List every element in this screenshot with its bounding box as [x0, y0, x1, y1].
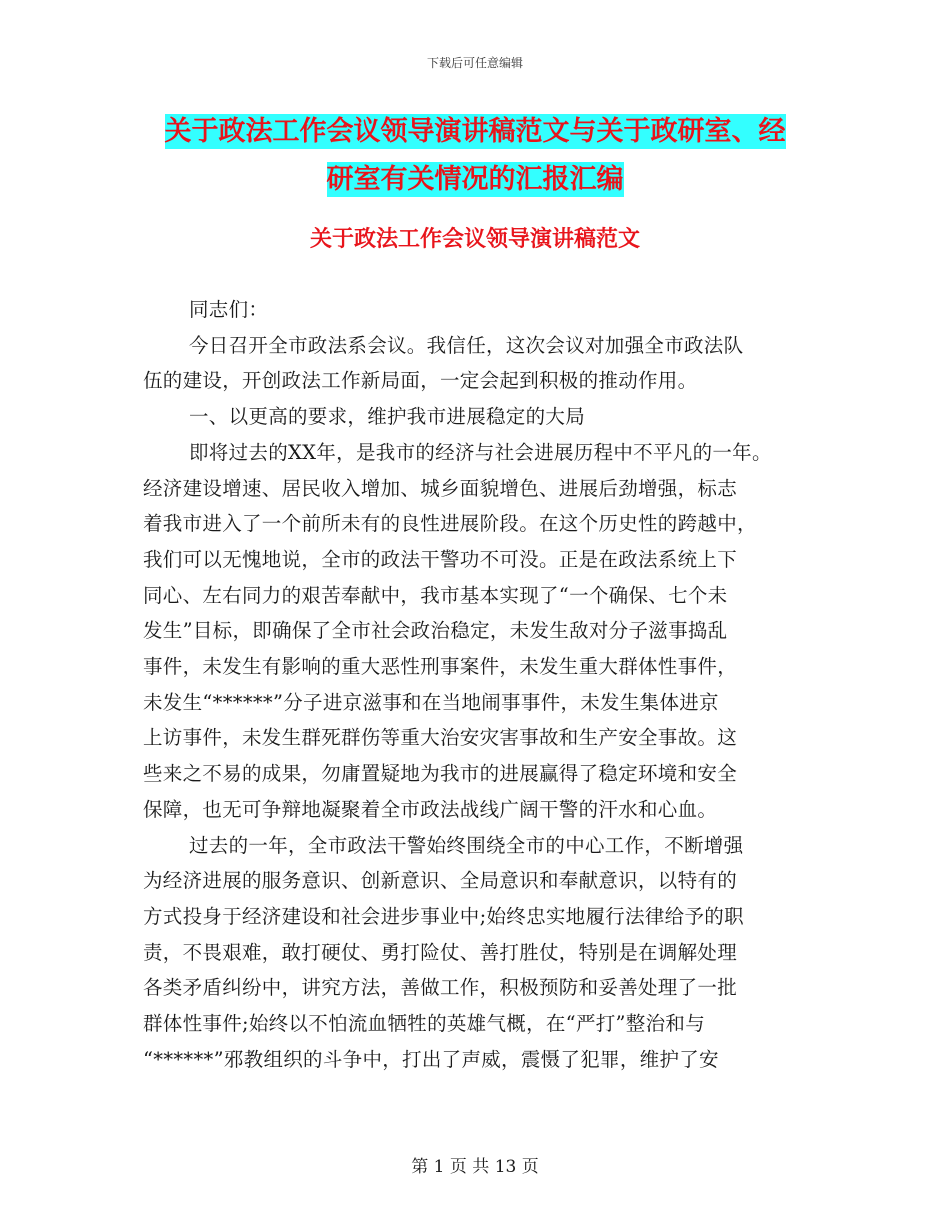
paragraph-line: 各类矛盾纠纷中，讲究方法，善做工作，积极预防和妥善处理了一批: [143, 976, 738, 1000]
body-text: [143, 292, 823, 1077]
paragraph-line: 今日召开全市政法系会议。我信任，这次会议对加强全市政法队: [189, 333, 744, 357]
paragraph-line: 责，不畏艰难，敢打硬仗、勇打险仗、善打胜仗，特别是在调解处理: [143, 940, 738, 964]
section-heading: 一、以更高的要求，维护我市进展稳定的大局: [189, 405, 586, 429]
paragraph-line: 伍的建设，开创政法工作新局面，一定会起到积极的推动作用。: [143, 369, 698, 393]
paragraph-line: 我们可以无愧地说，全市的政法干警功不可没。正是在政法系统上下: [143, 547, 738, 571]
paragraph-line: 上访事件，未发生群死群伤等重大治安灾害事故和生产安全事故。这: [143, 726, 738, 750]
paragraph-line: 发生”目标，即确保了全市社会政治稳定，未发生敌对分子滋事捣乱: [143, 619, 728, 643]
paragraph-line: 过去的一年，全市政法干警始终围绕全市的中心工作，不断增强: [189, 833, 744, 857]
paragraph-line: 些来之不易的成果，勿庸置疑地为我市的进展赢得了稳定环境和安全: [143, 762, 738, 786]
page-footer: 第 1 页 共 13 页: [411, 1157, 539, 1177]
paragraph-line: “******”邪教组织的斗争中，打出了声威，震慑了犯罪，维护了安: [143, 1047, 719, 1071]
paragraph-line: 群体性事件;始终以不怕流血牺牲的英雄气概，在“严打”整治和与: [143, 1012, 706, 1036]
paragraph-line: 同心、左右同力的艰苦奉献中，我市基本实现了“一个确保、七个未: [143, 583, 728, 607]
section-title: 关于政法工作会议领导演讲稿范文: [309, 227, 640, 252]
paragraph-line: 事件，未发生有影响的重大恶性刑事案件，未发生重大群体性事件，: [143, 655, 738, 679]
paragraph-line: 保障，也无可争辩地凝聚着全市政法战线广阔干警的汗水和心血。: [143, 797, 718, 821]
paragraph-line: 方式投身于经济建设和社会进步事业中;始终忠实地履行法律给予的职: [143, 904, 744, 928]
paragraph-line: 为经济进展的服务意识、创新意识、全局意识和奉献意识，以特有的: [143, 869, 738, 893]
paragraph-line: 即将过去的XX年，是我市的经济与社会进展历程中不平凡的一年。: [189, 440, 772, 464]
header-note: 下载后可任意编辑: [426, 56, 523, 70]
document-title-line-1: 关于政法工作会议领导演讲稿范文与关于政研室、经: [164, 116, 786, 147]
paragraph-line: 着我市进入了一个前所未有的良性进展阶段。在这个历史性的跨越中，: [143, 512, 757, 536]
document-title-line-2: 研室有关情况的汇报汇编: [326, 164, 624, 195]
paragraph-line: 未发生“******”分子进京滋事和在当地闹事事件，未发生集体进京: [143, 690, 719, 714]
document-title: [130, 108, 820, 204]
paragraph-line: 经济建设增速、居民收入增加、城乡面貌增色、进展后劲增强，标志: [143, 476, 738, 500]
salutation: 同志们：: [189, 298, 269, 321]
